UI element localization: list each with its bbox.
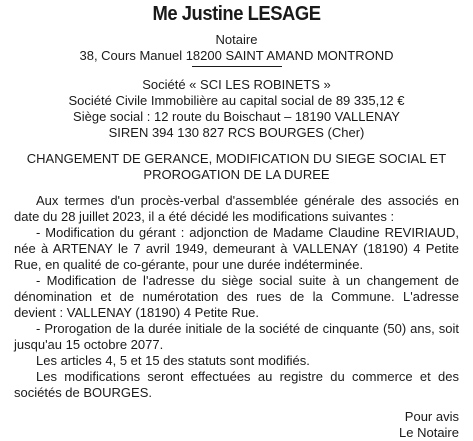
notary-address: 38, Cours Manuel 18200 SAINT AMAND MONTROND: [79, 48, 394, 63]
paragraph-registry: Les modifications seront effectuées au registre du commerce et des sociétés de BOURGES.: [14, 369, 459, 400]
company-name: Société « SCI LES ROBINETS »: [142, 77, 331, 92]
legal-notice: [0, 3, 473, 440]
company-capital: Société Civile Immobilière au capital social de 89 335,12 €: [68, 93, 405, 108]
separator-rule: [192, 66, 282, 67]
notice-heading-line-2: PROROGATION DE LA DUREE: [143, 167, 330, 182]
notice-body: [14, 193, 459, 401]
company-registered-office: Siège social : 12 route du Boischaut – 18190 VALLENAY: [73, 109, 400, 124]
closing-signatory: Le Notaire: [399, 425, 459, 440]
paragraph-manager-change: - Modification du gérant : adjonction de Madame Claudine REVIRIAUD, née à ARTENAY le 7 avril 1949, demeurant à VALLENAY (18190) 4 Petite Rue, en qualité de co-gérante, pour une durée indéterminée.: [14, 225, 459, 272]
closing-for-notice: Pour avis: [404, 409, 459, 424]
paragraph-duration-extension: - Prorogation de la durée initiale de la société de cinquante (50) ans, soit jusqu'au 15 octobre 2077.: [14, 321, 459, 352]
paragraph-office-change: - Modification de l'adresse du siège social suite à un changement de dénomination et de numérotation des rues de la Commune. L'adresse devient : VALLENAY (18190) 4 Petite Rue.: [14, 273, 459, 320]
notice-heading-line-1: CHANGEMENT DE GERANCE, MODIFICATION DU SIEGE SOCIAL ET: [26, 151, 447, 166]
paragraph-assembly: Aux termes d'un procès-verbal d'assemblée générale des associés en date du 28 juillet 2023, il a été décidé les modifications suivantes :: [14, 193, 459, 224]
paragraph-articles-modified: Les articles 4, 5 et 15 des statuts sont modifiés.: [36, 353, 310, 368]
company-siren: SIREN 394 130 827 RCS BOURGES (Cher): [108, 125, 365, 140]
notary-role: Notaire: [215, 32, 258, 47]
notary-name: Me Justine LESAGE: [152, 3, 321, 25]
